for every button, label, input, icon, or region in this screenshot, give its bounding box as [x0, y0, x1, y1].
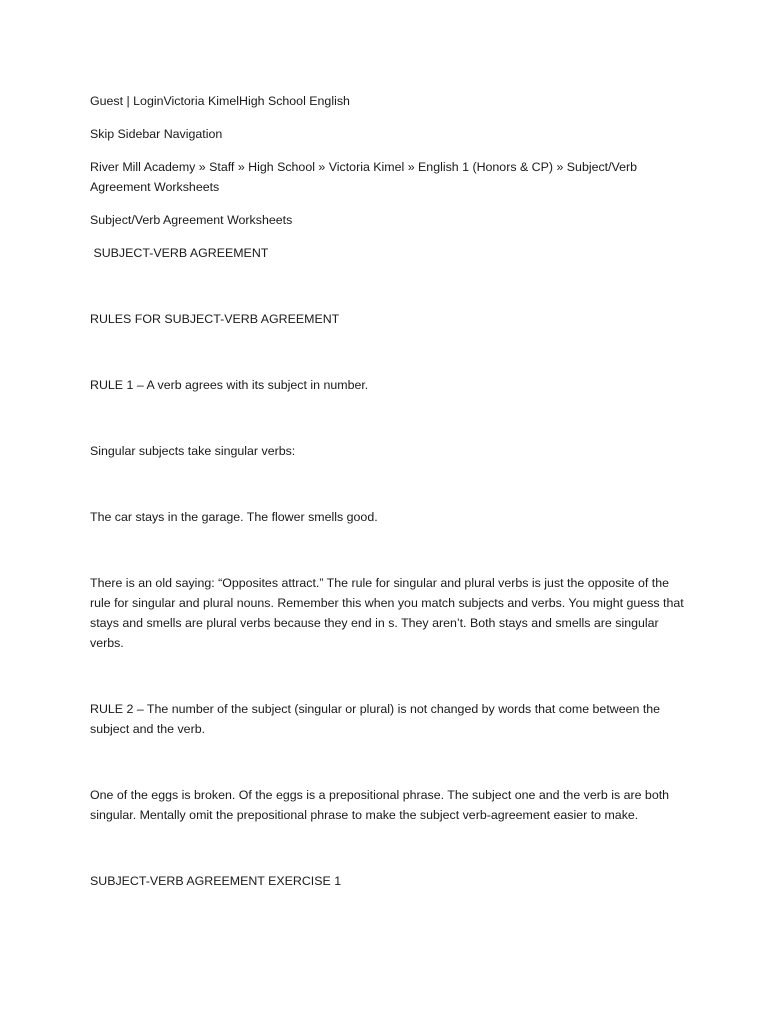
document-body: [90, 91, 690, 891]
rule-1: RULE 1 – A verb agrees with its subject in number.: [90, 378, 369, 392]
breadcrumb[interactable]: River Mill Academy » Staff » High School » Victoria Kimel » English 1 (Honors & CP) » Subject/Verb Agreement Worksheets: [90, 160, 640, 194]
skip-sidebar-link[interactable]: Skip Sidebar Navigation: [90, 127, 223, 141]
opposites-paragraph: There is an old saying: “Opposites attract.” The rule for singular and plural verbs is just the opposite of the rule for singular and plural nouns. Remember this when you match subjects and verbs. You might guess that stays and smells are plural verbs because they end in s. They aren’t. Both stays and smells are singular verbs.: [90, 576, 688, 650]
example-sentences: The car stays in the garage. The flower smells good.: [90, 510, 378, 524]
guest-login-link[interactable]: Guest | Login: [90, 94, 164, 108]
course-name: High School English: [239, 94, 350, 108]
rules-heading: RULES FOR SUBJECT-VERB AGREEMENT: [90, 312, 340, 326]
exercise-heading: SUBJECT-VERB AGREEMENT EXERCISE 1: [90, 874, 342, 888]
header-line: [90, 91, 690, 111]
rule-2: RULE 2 – The number of the subject (singular or plural) is not changed by words that come between the subject and the verb.: [90, 702, 664, 736]
eggs-paragraph: One of the eggs is broken. Of the eggs is a prepositional phrase. The subject one and the verb is are both singular. Mentally omit the prepositional phrase to make the subject verb-agreement easier to make.: [90, 788, 673, 822]
singular-intro: Singular subjects take singular verbs:: [90, 444, 296, 458]
page-title: Subject/Verb Agreement Worksheets: [90, 213, 293, 227]
author-name: Victoria Kimel: [163, 94, 240, 108]
document-heading: SUBJECT-VERB AGREEMENT: [90, 246, 269, 260]
